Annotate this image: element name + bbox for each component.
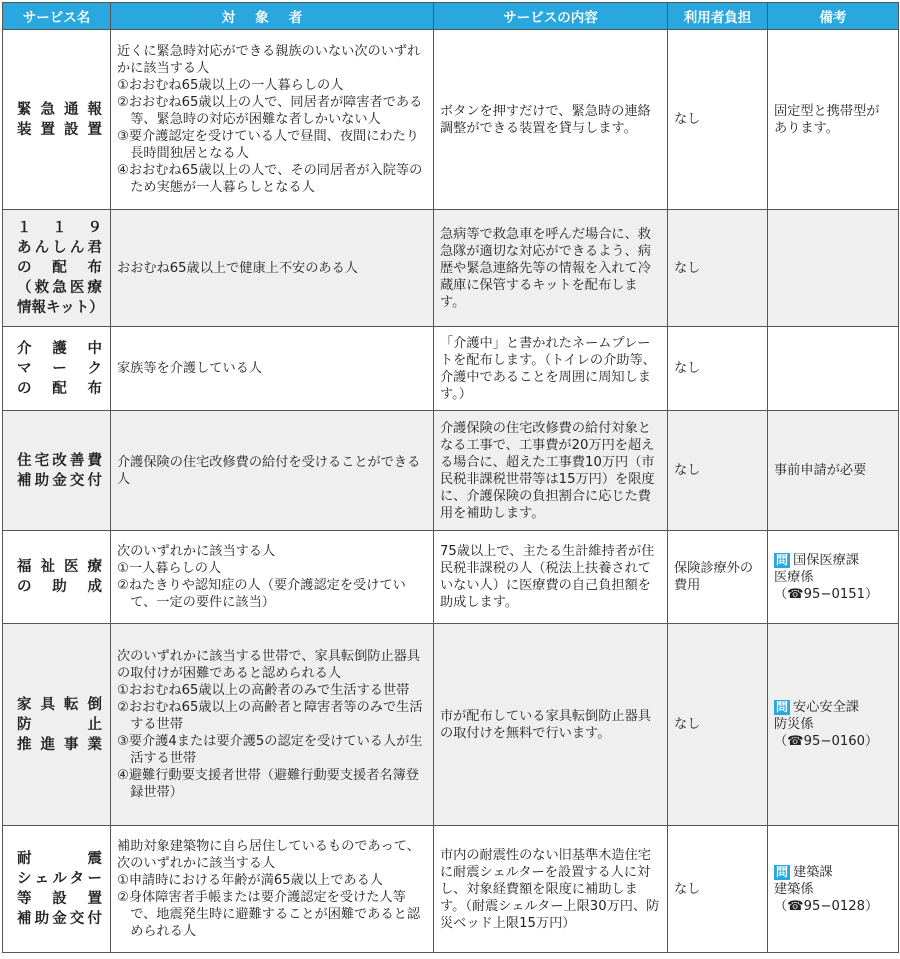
remarks-cell: 事前申請が必要	[768, 411, 899, 531]
service-name-cell: 福祉医療 の助成	[3, 531, 111, 624]
contact-section: 建築係	[774, 881, 814, 897]
cost-cell: なし	[668, 411, 768, 531]
content-cell: 市が配布している家具転倒防止器具の取付けを無料で行います。	[434, 624, 668, 826]
header-cost: 利用者負担	[668, 3, 768, 30]
table-row	[3, 531, 899, 624]
service-name-cell: １１９ あんしん君 の配布 （救急医療 情報キット）	[3, 210, 111, 327]
target-cell: 近くに緊急時対応ができる親族のいない次のいずれかに該当する人 ①おおむね65歳以上の一人暮らしの人 ②おおむね65歳以上の人で、同居者が障害者である等、緊急時の対応が困難な者しかいない人 ③要介護認定を受けている人で昼間、夜間にわたり長時間独居となる人 ④おおむね65歳以上の人で、その同居者が入院等のため実態が一人暮らしとなる人	[111, 30, 434, 210]
table-row	[3, 327, 899, 411]
remarks-cell	[768, 531, 899, 624]
remarks-cell: 固定型と携帯型があります。	[768, 30, 899, 210]
cost-cell: なし	[668, 826, 768, 953]
cost-cell: なし	[668, 210, 768, 327]
remarks-cell	[768, 327, 899, 411]
contact-department: 安心安全課	[793, 700, 859, 715]
remarks-cell	[768, 210, 899, 327]
remarks-cell	[768, 624, 899, 826]
header-service-name: サービス名	[3, 3, 111, 30]
target-cell: おおむね65歳以上で健康上不安のある人	[111, 210, 434, 327]
header-content: サービスの内容	[434, 3, 668, 30]
contact-phone: （☎95−0128）	[774, 898, 879, 914]
table-row	[3, 210, 899, 327]
table-row	[3, 826, 899, 953]
service-name-cell: 緊急通報 装置設置	[3, 30, 111, 210]
remarks-cell	[768, 826, 899, 953]
header-remarks: 備考	[768, 3, 899, 30]
content-cell: 介護保険の住宅改修費の給付対象となる工事で、工事費が20万円を超える場合に、超えた工事費10万円（市民税非課税世帯等は15万円）を限度に、介護保険の負担割合に応じた費用を補助します。	[434, 411, 668, 531]
table-row	[3, 624, 899, 826]
contact-department: 建築課	[793, 864, 833, 880]
header-target: 対象者	[111, 3, 434, 30]
inquiry-badge: 問	[776, 700, 789, 714]
contact-section: 防災係	[774, 717, 814, 732]
service-name-cell: 耐震 シェルター 等設置 補助金交付	[3, 826, 111, 953]
content-cell: ボタンを押すだけで、緊急時の連絡調整ができる装置を貸与します。	[434, 30, 668, 210]
contact-phone: （☎95−0151）	[774, 586, 879, 602]
inquiry-badge: 問	[776, 864, 789, 879]
table-row	[3, 30, 899, 210]
target-cell: 次のいずれかに該当する世帯で、家具転倒防止器具の取付けが困難であると認められる人 ①おおむね65歳以上の高齢者のみで生活する世帯 ②おおむね65歳以上の高齢者と障害者等のみで生活する世帯 ③要介護4または要介護5の認定を受けている人が生活する世帯 ④避難行動要支援者世帯（避難行動要支援者名簿登録世帯）	[111, 624, 434, 826]
target-cell: 介護保険の住宅改修費の給付を受けることができる人	[111, 411, 434, 531]
cost-cell: なし	[668, 30, 768, 210]
cost-cell: 保険診療外の費用	[668, 531, 768, 624]
content-cell: 急病等で救急車を呼んだ場合に、救急隊が適切な対応ができるよう、病歴や緊急連絡先等の情報を入れて冷蔵庫に保管するキットを配布します。	[434, 210, 668, 327]
cost-cell: なし	[668, 624, 768, 826]
service-name-cell: 住宅改善費 補助金交付	[3, 411, 111, 531]
contact-phone: （☎95−0160）	[774, 734, 879, 749]
target-cell: 家族等を介護している人	[111, 327, 434, 411]
table-row	[3, 411, 899, 531]
contact-department: 国保医療課	[793, 552, 859, 568]
contact-section: 医療係	[774, 569, 814, 585]
cost-cell: なし	[668, 327, 768, 411]
inquiry-badge: 問	[776, 552, 789, 567]
service-name-cell: 介護中 マーク の配布	[3, 327, 111, 411]
target-cell: 補助対象建築物に自ら居住しているものであって、次のいずれかに該当する人 ①申請時における年齢が満65歳以上である人 ②身体障害者手帳または要介護認定を受けた人等で、地震発生時に避難することが困難であると認められる人	[111, 826, 434, 953]
service-name-cell: 家具転倒 防止 推進事業	[3, 624, 111, 826]
target-cell: 次のいずれかに該当する人 ①一人暮らしの人 ②ねたきりや認知症の人（要介護認定を受けていて、一定の要件に該当）	[111, 531, 434, 624]
content-cell: 市内の耐震性のない旧基準木造住宅に耐震シェルターを設置する人に対し、対象経費額を限度に補助します。（耐震シェルター上限30万円、防災ベッド上限15万円）	[434, 826, 668, 953]
content-cell: 75歳以上で、主たる生計維持者が住民税非課税の人（税法上扶養されていない人）に医療費の自己負担額を助成します。	[434, 531, 668, 624]
content-cell: 「介護中」と書かれたネームプレートを配布します。（トイレの介助等、介護中であることを周囲に周知します。）	[434, 327, 668, 411]
table-header-row	[3, 3, 899, 30]
services-table	[2, 2, 899, 953]
